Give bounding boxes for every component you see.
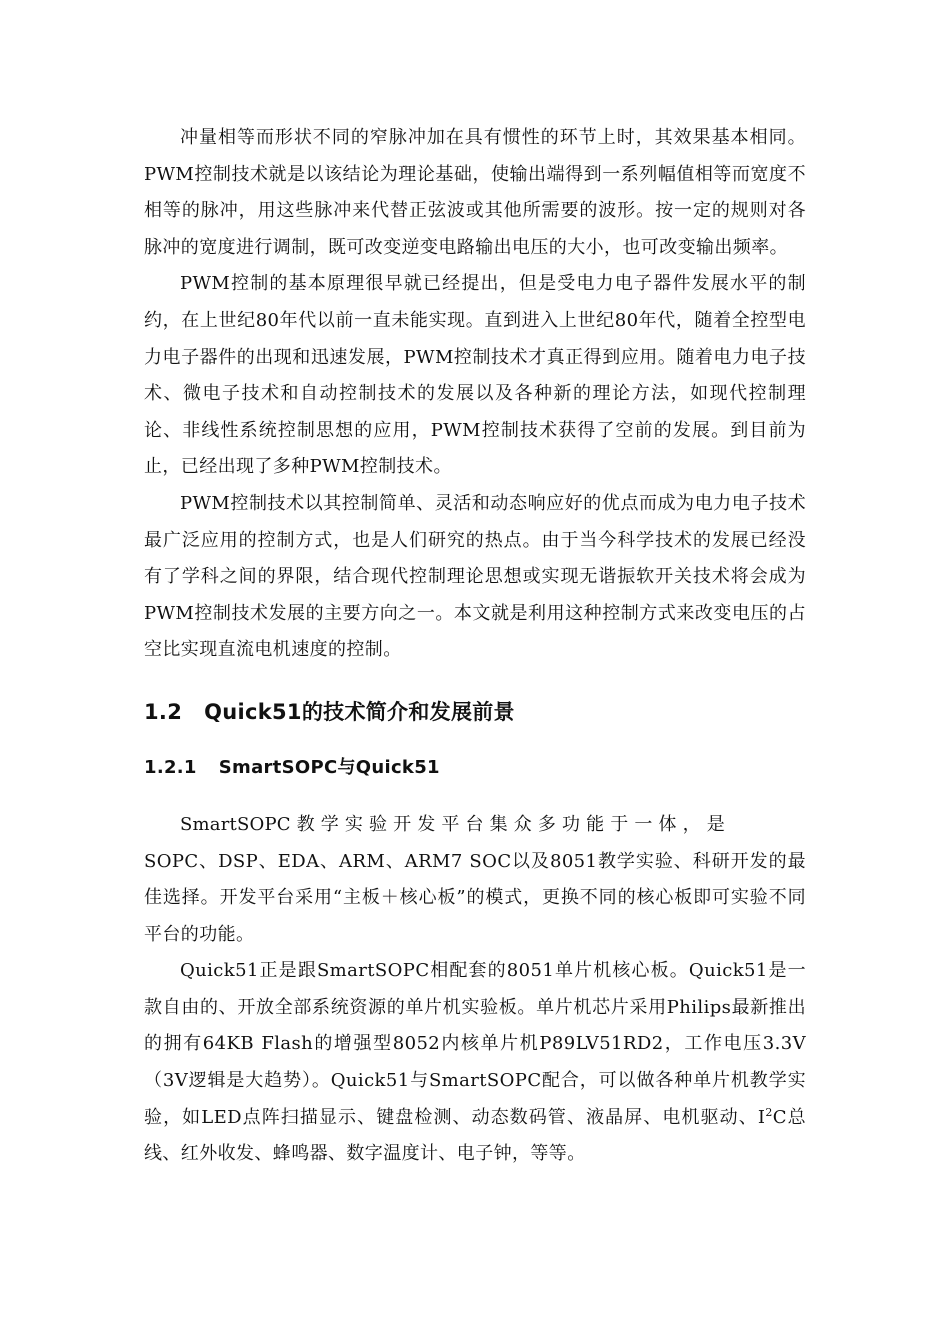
section-number: 1.2 — [144, 699, 183, 724]
section-heading — [144, 692, 806, 732]
body-paragraph-4-rest: SOPC、DSP、EDA、ARM、ARM7 SOC以及8051教学实验、科研开发的最佳选择。开发平台采用“主板＋核心板”的模式，更换不同的核心板即可实验不同平台的功能。 — [144, 850, 806, 945]
body-paragraph-4-line1: SmartSOPC 教 学 实 验 开 发 平 台 集 众 多 功 能 于 一 体 ， 是 — [180, 813, 725, 835]
subsection-title: SmartSOPC与Quick51 — [218, 756, 440, 778]
body-paragraph-5-text: Quick51正是跟SmartSOPC相配套的8051单片机核心板。Quick51是一款自由的、开放全部系统资源的单片机实验板。单片机芯片采用Philips最新推出的拥有64KB Flash的增强型8052内核单片机P89LV51RD2，工作电压3.3V（3V逻辑是大趋势）。Quick51与SmartSOPC配合，可以做各种单片机教学实验，如LED点阵扫描显示、键盘检测、动态数码管、液晶屏、电机驱动、I — [144, 960, 806, 1128]
body-paragraph-5 — [144, 953, 806, 1173]
body-paragraph-5-text-end: C总线、红外收发、蜂鸣器、数字温度计、电子钟，等等。 — [144, 1106, 807, 1165]
body-paragraph-4 — [144, 807, 806, 953]
subsection-number: 1.2.1 — [144, 756, 197, 778]
body-paragraph-1: 冲量相等而形状不同的窄脉冲加在具有惯性的环节上时，其效果基本相同。PWM控制技术就是以该结论为理论基础，使输出端得到一系列幅值相等而宽度不相等的脉冲，用这些脉冲来代替正弦波或其他所需要的波形。按一定的规则对各脉冲的宽度进行调制，既可改变逆变电路输出电压的大小，也可改变输出频率。 — [144, 127, 806, 258]
body-paragraph-2: PWM控制的基本原理很早就已经提出，但是受电力电子器件发展水平的制约，在上世纪80年代以前一直未能实现。直到进入上世纪80年代，随着全控型电力电子器件的出现和迅速发展，PWM控制技术才真正得到应用。随着电力电子技术、微电子技术和自动控制技术的发展以及各种新的理论方法，如现代控制理论、非线性系统控制思想的应用，PWM控制技术获得了空前的发展。到目前为止，已经出现了多种PWM控制技术。 — [144, 273, 806, 478]
body-paragraph-3: PWM控制技术以其控制简单、灵活和动态响应好的优点而成为电力电子技术最广泛应用的控制方式，也是人们研究的热点。由于当今科学技术的发展已经没有了学科之间的界限，结合现代控制理论思想或实现无谐振软开关技术将会成为PWM控制技术发展的主要方向之一。本文就是利用这种控制方式来改变电压的占空比实现直流电机速度的控制。 — [144, 492, 806, 661]
document-page — [144, 120, 806, 1173]
section-title: Quick51的技术简介和发展前景 — [204, 699, 515, 724]
superscript-2: 2 — [765, 1105, 773, 1119]
subsection-heading — [144, 750, 806, 786]
